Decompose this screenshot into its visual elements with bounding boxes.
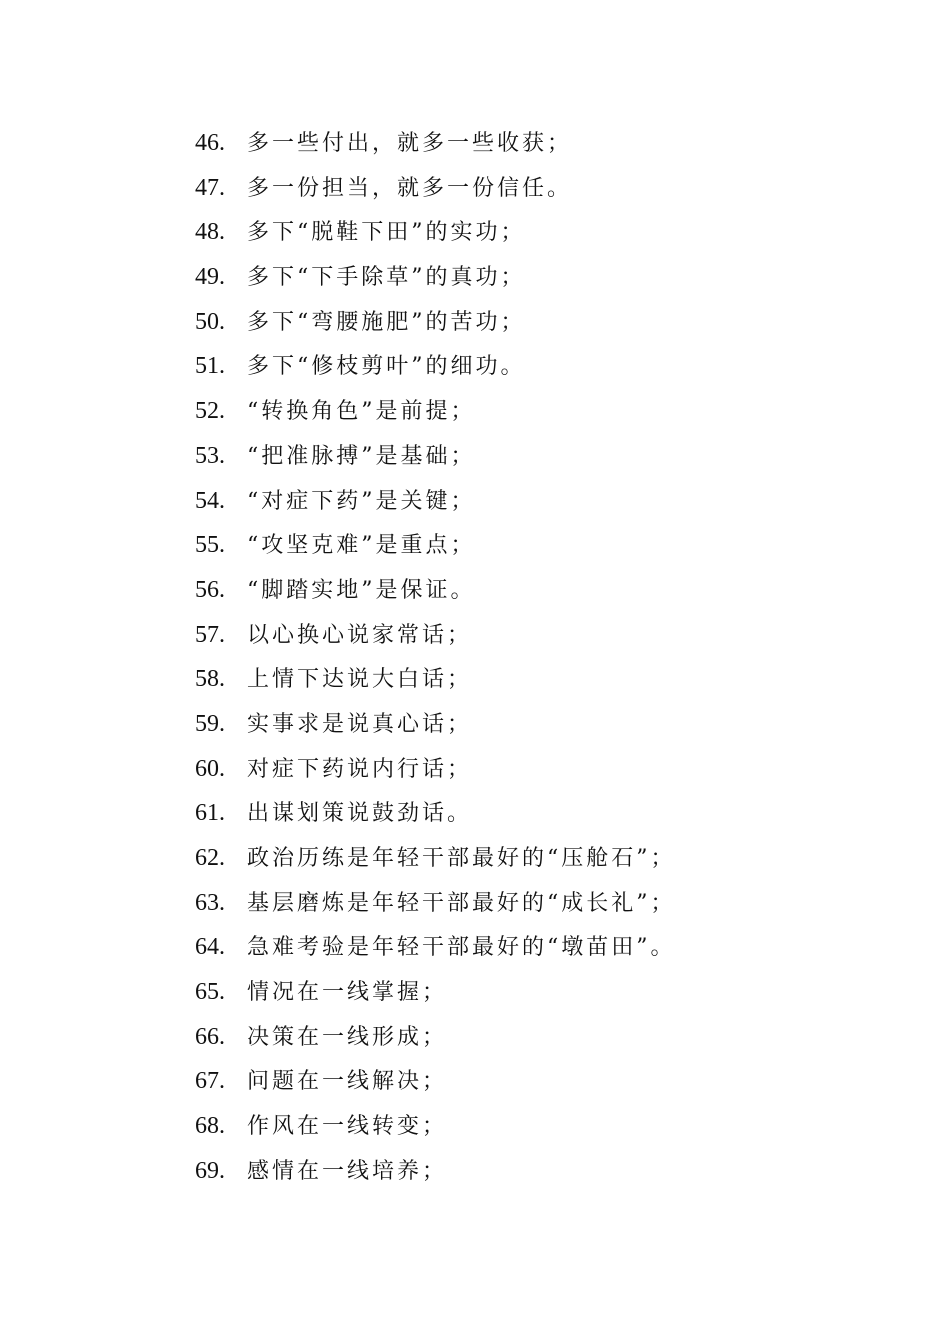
item-text: 问题在一线解决； [247, 1069, 448, 1095]
item-text: “对症下药”是关键； [247, 488, 476, 514]
item-text: 政治历练是年轻干部最好的“压舱石”； [247, 846, 676, 871]
item-number: 58. [195, 666, 225, 693]
list-item [195, 389, 676, 434]
item-number: 49. [195, 264, 225, 291]
item-number: 48. [195, 219, 225, 246]
list-item [195, 657, 676, 702]
list-item [195, 166, 676, 211]
list-item [195, 1015, 676, 1060]
list-item [195, 300, 676, 345]
item-text: “把准脉搏”是基础； [247, 443, 476, 469]
item-text: 多下“修枝剪叶”的细功。 [247, 354, 526, 380]
item-number: 50. [195, 308, 225, 335]
list-item [195, 747, 676, 792]
item-text: 实事求是说真心话； [247, 711, 473, 737]
item-text: “转换角色”是前提； [247, 399, 476, 425]
item-number: 67. [195, 1068, 225, 1095]
item-number: 68. [195, 1113, 225, 1140]
list-item [195, 523, 676, 568]
item-number: 60. [195, 755, 225, 782]
item-number: 46. [195, 130, 225, 156]
item-number: 63. [195, 889, 225, 916]
item-text: 出谋划策说鼓劲话。 [247, 801, 473, 827]
item-text: 感情在一线培养； [247, 1158, 448, 1184]
item-number: 54. [195, 487, 225, 514]
item-number: 69. [195, 1157, 225, 1184]
item-number: 51. [195, 353, 225, 380]
list-item [195, 1104, 676, 1149]
list-item [195, 702, 676, 747]
list-item [195, 791, 676, 836]
item-text: 多下“下手除草”的真功； [247, 265, 526, 291]
item-number: 59. [195, 710, 225, 737]
item-text: 作风在一线转变； [247, 1114, 448, 1140]
item-number: 66. [195, 1023, 225, 1050]
item-text: 以心换心说家常话； [247, 622, 473, 648]
item-number: 52. [195, 398, 225, 425]
item-text: 上情下达说大白话； [247, 667, 473, 693]
item-text: 多下“弯腰施肥”的苦功； [247, 309, 526, 335]
list-item [195, 970, 676, 1015]
list-item [195, 210, 676, 255]
item-number: 53. [195, 442, 225, 469]
item-text: 多一份担当，就多一份信任。 [247, 175, 573, 201]
list-item [195, 1149, 676, 1194]
item-text: 情况在一线掌握； [247, 980, 448, 1006]
item-text: “脚踏实地”是保证。 [247, 577, 476, 603]
list-item [195, 434, 676, 479]
list-item [195, 255, 676, 300]
list-item [195, 479, 676, 524]
item-text: “攻坚克难”是重点； [247, 533, 476, 559]
item-number: 65. [195, 979, 225, 1006]
numbered-list [195, 121, 676, 1194]
list-item [195, 613, 676, 658]
list-item [195, 1059, 676, 1104]
item-number: 47. [195, 174, 225, 201]
item-number: 64. [195, 934, 225, 961]
list-item [195, 344, 676, 389]
item-text: 多下“脱鞋下田”的实功； [247, 220, 526, 246]
list-item [195, 121, 676, 166]
item-text: 急难考验是年轻干部最好的“墩苗田”。 [247, 935, 676, 961]
item-number: 62. [195, 845, 225, 871]
list-item [195, 836, 676, 881]
item-text: 对症下药说内行话； [247, 756, 473, 782]
list-item [195, 925, 676, 970]
item-number: 57. [195, 621, 225, 648]
list-item [195, 568, 676, 613]
list-item [195, 881, 676, 926]
item-text: 基层磨炼是年轻干部最好的“成长礼”； [247, 890, 676, 916]
item-text: 多一些付出，就多一些收获； [247, 131, 573, 156]
item-number: 56. [195, 576, 225, 603]
item-text: 决策在一线形成； [247, 1024, 448, 1050]
item-number: 61. [195, 800, 225, 827]
item-number: 55. [195, 532, 225, 559]
